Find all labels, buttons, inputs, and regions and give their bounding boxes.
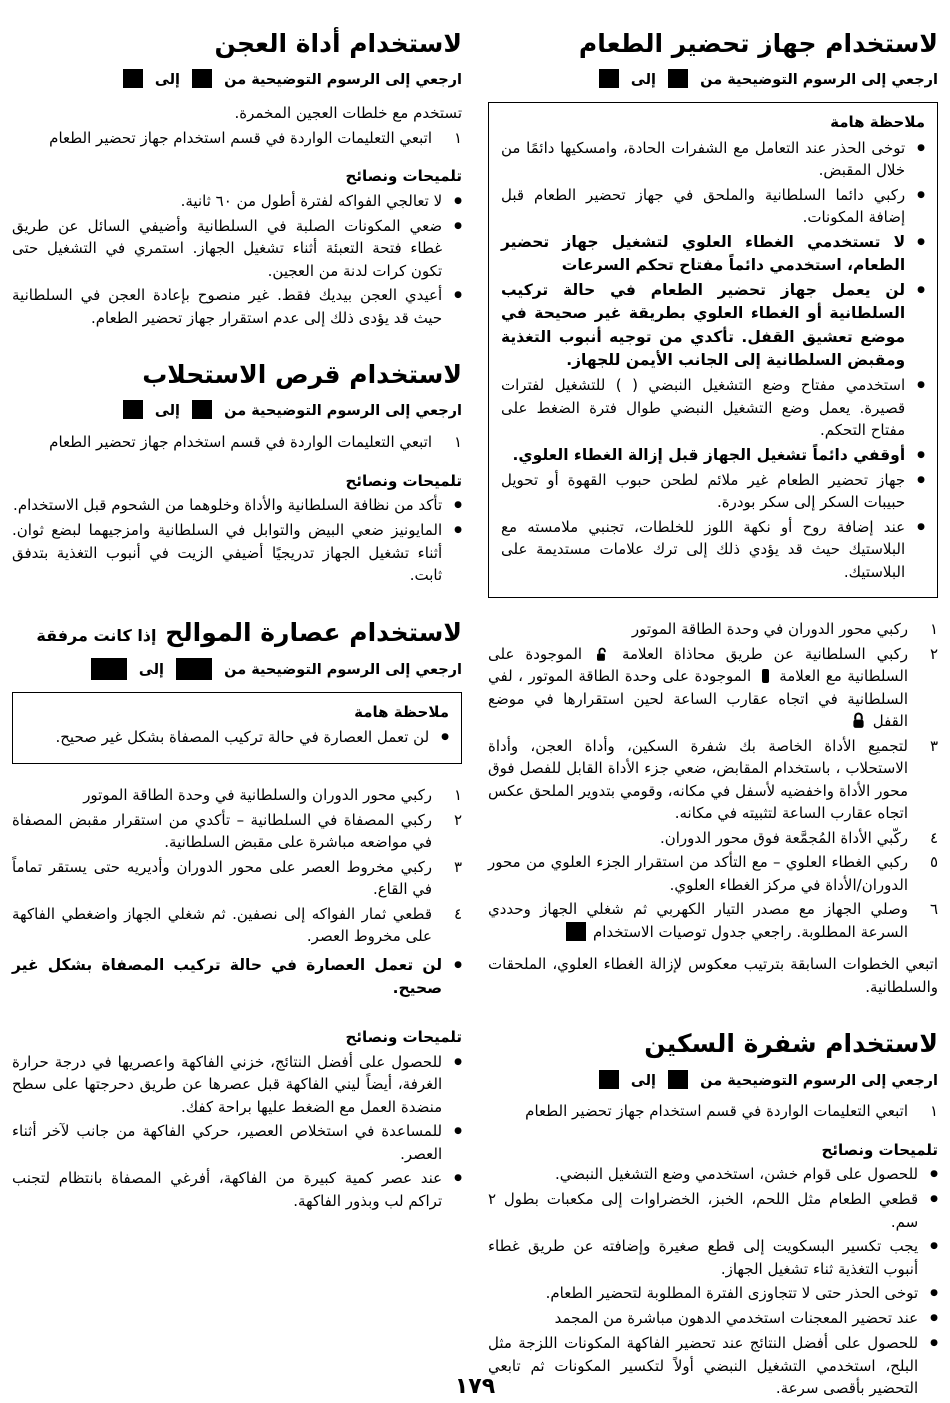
tip-item: [12, 1167, 462, 1212]
figure-placeholder-square-icon: [91, 658, 127, 680]
step-text: [488, 643, 908, 733]
tip-item: [488, 1188, 938, 1233]
step-text: اتبعي التعليمات الواردة في قسم استخدام جهاز تحضير الطعام: [525, 1102, 908, 1121]
step-text: ركبي الغطاء العلوي – مع التأكد من استقرار الجزء العلوي من محور الدوران/الأداة في مركز الغطاء العلوي.: [488, 853, 908, 894]
figure-placeholder-square-icon: [192, 400, 212, 419]
figure-reference-text: ارجعي إلى الرسوم التوضيحية من: [224, 403, 462, 420]
step-text: اتبعي التعليمات الواردة في قسم استخدام جهاز تحضير الطعام: [49, 433, 432, 451]
note-bullet: [501, 516, 925, 584]
step-item: [12, 903, 462, 948]
two-column-layout: [12, 24, 938, 1402]
note-bullet-text: ● توخى الحذر عند التعامل مع الشفرات الحادة، وامسكيها دائمًا من خلال المقبض.: [501, 138, 906, 179]
step-text: ركبي محور الدوران والسلطانية في وحدة الطاقة الموتور: [83, 786, 432, 804]
important-note-box: [12, 692, 462, 765]
section-emulsifying-disc: [12, 359, 462, 587]
figure-placeholder-square-icon: [668, 69, 688, 88]
step-text-part: الموجودة على السلطانية مع العلامة: [488, 644, 908, 686]
tip-item: [488, 1235, 938, 1280]
step-item: [12, 127, 462, 150]
section-food-processor: [488, 28, 938, 998]
figure-reference-to: إلى: [138, 661, 165, 678]
step-item: [488, 827, 938, 850]
note-bullet-text: ● لن يعمل جهاز تحضير الطعام في حالة تركيب السلطانية أو الغطاء العلوي بطريقة غير صحيحة في موضع تعشيق القفل. تأكدي من توجيه أنبوب التغذية ومقبض السلطانية إلى الجانب الأيمن للجهاز.: [501, 281, 906, 369]
section-title-emulsifying-disc: لاستخدام قرص الاستحلاب: [142, 360, 462, 389]
step-item: [488, 898, 938, 943]
step-item: [488, 851, 938, 896]
tip-text: ● للحصول على أفضل النتائج، خزني الفاكهة واعصريها في درجة حرارة الغرفة، أيضاً ليني الفاكهة قبل عصرها عن طريق دحرجتها على سطح منضدة العمل مع الضغط عليها براحة كفك.: [12, 1052, 443, 1116]
step-number: ٦: [929, 900, 938, 919]
figure-reference-line: [12, 69, 462, 92]
juicer-steps: [12, 784, 462, 948]
tips-heading: تلميحات ونصائح: [345, 167, 462, 185]
step-text: قطعي ثمار الفواكه إلى نصفين. ثم شغلي الجهاز واضغطي الفاكهة على مخروط العصر.: [12, 904, 432, 945]
note-heading: ملاحظة هامة: [354, 702, 449, 721]
note-bullet: [25, 726, 449, 749]
note-bullet: [501, 137, 925, 182]
section-title-dough-tool: لاستخدام أداة العجن: [214, 29, 462, 58]
tip-item: [12, 190, 462, 213]
section-subtitle: إذا كانت مرفقة: [36, 625, 157, 645]
step-text: ركبي مخروط العصر على محور الدوران وأديريه حتى يستقر تماماً في القاع.: [12, 857, 432, 898]
unlock-icon: [596, 647, 608, 662]
figure-reference-text: ارجعي إلى الرسوم التوضيحية من: [224, 661, 462, 678]
tip-text: ● للحصول على أفضل النتائج عند تحضير الفاكهة المكونات اللزجة مثل البلح، استخدمي التشغيل النبضي أولاً لتكسير المكونات ثم تابعي التحضير بأقصى سرعة.: [488, 1334, 919, 1398]
tip-text: ● للحصول على قوام خشن، استخدمي وضع التشغيل النبضي.: [555, 1165, 919, 1184]
figure-placeholder-square-icon: [599, 69, 619, 88]
step-number: ١: [929, 620, 938, 639]
step-text-part: وصلي الجهاز مع مصدر التيار الكهربي ثم شغلي الجهاز وحددي السرعة المطلوبة. راجعي جدول توصيات الاستخدام: [488, 900, 908, 941]
note-bullet: [501, 231, 925, 278]
tip-item: [12, 494, 462, 517]
tip-text: ● أعيدي العجن بيديك فقط. غير منصوح بإعادة العجن في السلطانية حيث قد يؤدى ذلك إلى عدم استقرار جهاز تحضير الطعام.: [12, 286, 443, 327]
step-number: ٣: [453, 857, 462, 876]
warning-bullet: [12, 954, 462, 1001]
figure-reference-line: [488, 69, 938, 92]
note-bullet-text: ● عند إضافة روح أو نكهة اللوز للخلطات، تجنبي ملامسته مع البلاستيك حيث قد يؤدي ذلك إلى ترك علامات مستديمة على البلاستيك.: [501, 517, 906, 581]
figure-placeholder-square-icon: [123, 69, 143, 88]
figure-reference-to: إلى: [154, 403, 181, 420]
note-bullet: [501, 279, 925, 372]
step-text: ركّبي الأداة المُجمَّعة فوق محور الدوران.: [659, 828, 908, 847]
column-right: [488, 24, 938, 1402]
tip-text: ● المايونيز ضعي البيض والتوابل في السلطانية وامزجيهما لبضع ثوان. أثناء تشغيل الجهاز تدريجيًا أضيفي الزيت في أنبوب التغذية بتدفق ثابت.: [12, 521, 443, 584]
tip-item: [12, 284, 462, 329]
figure-reference-text: ارجعي إلى الرسوم التوضيحية من: [700, 1072, 938, 1089]
step-number: ٣: [929, 736, 938, 755]
note-bullet-text: ● لا تستخدمي الغطاء العلوي لتشغيل جهاز تحضير الطعام، استخدمي دائماً مفتاح تحكم السرعات: [501, 232, 906, 274]
note-bullet: [501, 469, 925, 514]
figure-placeholder-square-icon: [123, 400, 143, 419]
step-number: ١: [453, 128, 462, 147]
step-number: ١: [453, 433, 462, 451]
figure-reference-line: [12, 658, 462, 682]
step-item: [12, 431, 462, 454]
tip-text: ● يجب تكسير البسكويت إلى قطع صغيرة وإضافته عن طريق غطاء أنبوب التغذية ثناء تشغيل الجهاز.: [488, 1237, 919, 1278]
tip-item: [488, 1163, 938, 1186]
section-title-citrus-juicer: [12, 617, 462, 648]
note-bullet-text: ● ركبي دائما السلطانية والملحق في جهاز تحضير الطعام قبل إضافة المكونات.: [501, 185, 906, 226]
figure-placeholder-square-icon: [566, 922, 586, 941]
note-bullet-text: ● لن تعمل العصارة في حالة تركيب المصفاة بشكل غير صحيح.: [55, 728, 430, 746]
step-number: ١: [453, 786, 462, 804]
figure-reference-to: إلى: [630, 1072, 657, 1089]
figure-reference-text: ارجعي إلى الرسوم التوضيحية من: [700, 72, 938, 89]
tip-text: ● ضعي المكونات الصلبة في السلطانية وأضيفي السائل عن طريق غطاء فتحة التعبئة أثناء تشغيل الجهاز. استمري في التشغيل حتى تكون كرات لدنة من العجين.: [12, 216, 443, 280]
step-text: اتبعي التعليمات الواردة في قسم استخدام جهاز تحضير الطعام: [49, 128, 432, 147]
usage-intro: تستخدم مع خلطات العجين المخمرة.: [234, 104, 462, 122]
step-text: ركبي محور الدوران في وحدة الطاقة الموتور: [631, 620, 908, 639]
step-text: [488, 898, 908, 943]
step-number: ١: [929, 1102, 938, 1121]
note-heading: ملاحظة هامة: [830, 113, 925, 131]
step-item: [12, 809, 462, 854]
column-left: [12, 24, 462, 1214]
figure-reference-to: إلى: [630, 72, 657, 89]
note-bullet-text: ● أوقفي دائماً تشغيل الجهاز قبل إزالة الغطاء العلوي.: [512, 445, 906, 464]
section-citrus-juicer: [12, 617, 462, 1213]
section-knife-blade: [488, 1028, 938, 1400]
tip-item: [12, 1051, 462, 1119]
section-dough-tool: [12, 28, 462, 329]
step-item: [488, 643, 938, 733]
step-item: [488, 735, 938, 825]
step-number: ٢: [453, 810, 462, 829]
tip-text: ● عند تحضير المعجنات استخدمي الدهون مباشرة من المجمد: [554, 1309, 919, 1328]
note-bullet-text: ● جهاز تحضير الطعام غير ملائم لطحن حبوب القهوة أو تحويل حبيبات السكر إلى سكر بودرة.: [501, 470, 906, 512]
step-item: [488, 1100, 938, 1123]
step-number: ٢: [929, 644, 938, 663]
tips-heading: تلميحات ونصائح: [821, 1140, 938, 1159]
lock-icon: [852, 712, 865, 729]
note-bullet: [501, 184, 925, 229]
section-title-text: لاستخدام عصارة الموالح: [165, 617, 462, 647]
step-number: ٤: [929, 828, 938, 847]
figure-placeholder-square-icon: [668, 1070, 688, 1089]
page-number: ١٧٩: [454, 1374, 496, 1399]
step-item: [488, 618, 938, 641]
figure-reference-to: إلى: [154, 72, 181, 89]
tip-text: ● قطعي الطعام مثل اللحم، الخبز، الخضراوات إلى مكعبات بطول ٢ سم.: [488, 1190, 919, 1231]
step-text-part: ركبي السلطانية عن طريق محاذاة العلامة: [621, 644, 908, 663]
step-text: ركبي المصفاة في السلطانية – تأكدي من استقرار مقبض المصفاة في مواضعه مباشرة على مقبض السلطانية.: [12, 810, 432, 851]
tip-text: ● تأكد من نظافة السلطانية والأداة وخلوهما من الشحوم قبل الاستخدام.: [13, 496, 443, 514]
tip-text: ● للمساعدة في استخلاص العصير، حركي الفاكهة من جانب لآخر أثناء العصر.: [12, 1122, 443, 1163]
section-title-food-processor: لاستخدام جهاز تحضير الطعام: [578, 29, 938, 58]
step-item: [12, 784, 462, 807]
step-number: ٥: [929, 853, 938, 872]
note-bullet: [501, 374, 925, 442]
tip-text: ● لا تعالجي الفواكه لفترة أطول من ٦٠ ثانية.: [180, 191, 443, 210]
tips-heading: تلميحات ونصائح: [345, 471, 462, 490]
figure-placeholder-square-icon: [176, 658, 212, 680]
tip-item: [488, 1307, 938, 1330]
figure-placeholder-square-icon: [599, 1070, 619, 1089]
tip-item: [12, 215, 462, 283]
figure-reference-line: [12, 400, 462, 423]
step-number: ٤: [453, 904, 462, 923]
figure-placeholder-square-icon: [192, 69, 212, 88]
tip-text: ● عند عصر كمية كبيرة من الفاكهة، أفرغي المصفاة بانتظام لتجنب تراكم لب وبذور الفاكهة.: [12, 1169, 443, 1210]
section-title-knife-blade: لاستخدام شفرة السكين: [644, 1029, 938, 1059]
note-bullet-text: ● استخدمي مفتاح وضع التشغيل النبضي ( ) للتشغيل لفترات قصيرة. يعمل وضع التشغيل النبضي طوال فترة الضغط على مفتاح التحكم.: [501, 376, 906, 439]
step-item: [12, 856, 462, 901]
tip-item: [488, 1282, 938, 1305]
reverse-order-note: اتبعي الخطوات السابقة بترتيب معكوس لإزالة الغطاء العلوي، الملحقات والسلطانية.: [488, 955, 938, 996]
alignment-mark-icon: [762, 669, 769, 683]
assembly-steps: [488, 618, 938, 943]
step-text-part: الموجودة على وحدة الطاقة الموتور ، لفي السلطانية في اتجاه عقارب الساعة لحين استقرارها في موضع القفل: [488, 667, 908, 731]
tip-text: ● توخى الحذر حتى لا تتجاوزى الفترة المطلوبة لتحضير الطعام.: [545, 1284, 919, 1303]
tips-heading: تلميحات ونصائح: [345, 1028, 462, 1046]
figure-reference-text: ارجعي إلى الرسوم التوضيحية من: [224, 72, 462, 89]
figure-reference-line: [488, 1070, 938, 1093]
tip-item: [12, 519, 462, 587]
tip-item: [12, 1120, 462, 1165]
note-bullet: [501, 444, 925, 467]
important-note-box: [488, 102, 938, 598]
warning-text: ● لن تعمل العصارة في حالة تركيب المصفاة بشكل غير صحيح.: [12, 955, 443, 997]
step-text: لتجميع الأداة الخاصة بك شفرة السكين، وأداة العجن، وأداة الاستحلاب ، باستخدام المقابض، ضعي جزء الأداة القابل للفصل فوق محور الأداة واخفضيه لأسفل في مكانه، وقومي بتدوير الملحق عكس اتجاه عقارب الساعة لتثبيته في مكانه.: [488, 736, 908, 823]
